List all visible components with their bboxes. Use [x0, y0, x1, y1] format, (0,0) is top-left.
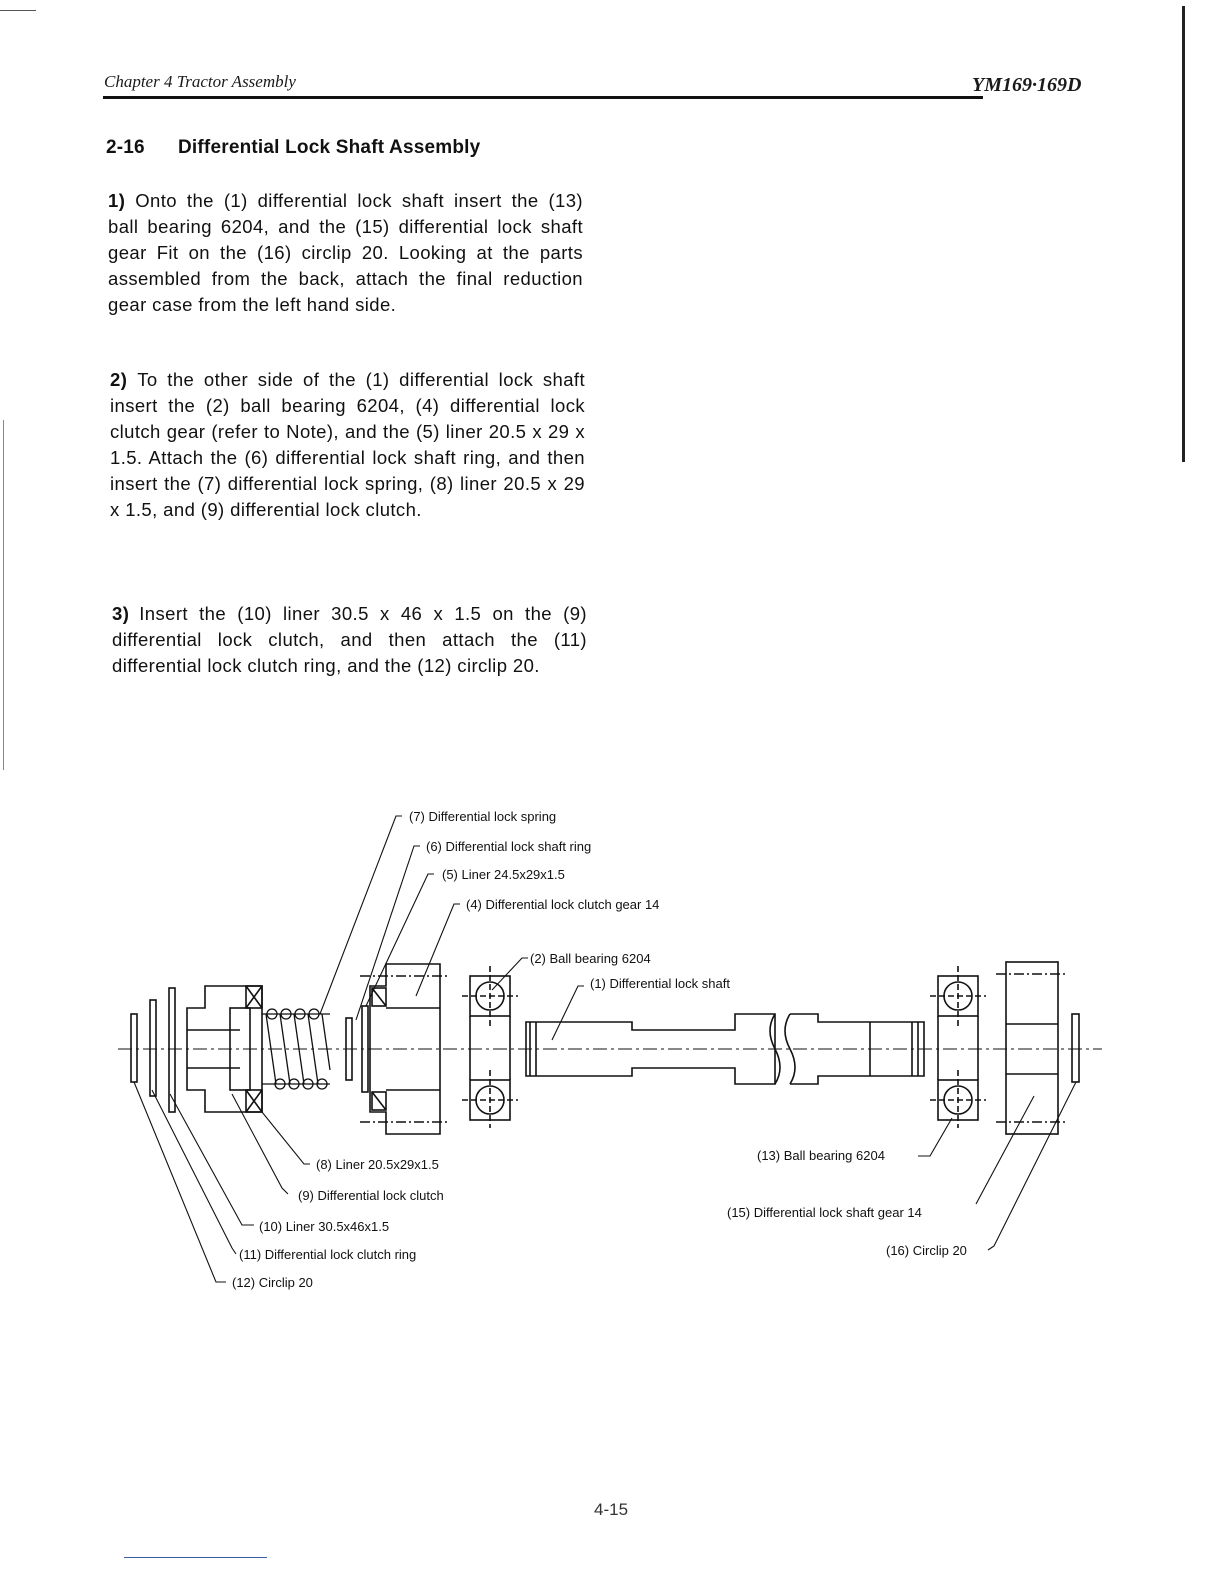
scan-edge-bar	[1182, 6, 1185, 462]
label-1: (1) Differential lock shaft	[590, 976, 730, 991]
label-7: (7) Differential lock spring	[409, 809, 557, 824]
step-text: Insert the (10) liner 30.5 x 46 x 1.5 on the (9) differential lock clutch, and then attach the (11) differential lock clutch ring, and the (12) circlip 20.	[112, 603, 587, 676]
section-title: Differential Lock Shaft Assembly	[178, 137, 481, 158]
step-number: 2)	[110, 369, 128, 390]
step-1	[108, 188, 583, 318]
chapter-header: Chapter 4 Tractor Assembly	[104, 72, 296, 91]
label-13: (13) Ball bearing 6204	[757, 1148, 885, 1163]
assembly-diagram	[0, 790, 1224, 1310]
label-15: (15) Differential lock shaft gear 14	[727, 1205, 922, 1220]
label-16: (16) Circlip 20	[886, 1243, 967, 1258]
section-number: 2-16	[106, 137, 145, 158]
section-heading	[106, 137, 480, 159]
label-8: (8) Liner 20.5x29x1.5	[316, 1157, 439, 1172]
page-number: 4-15	[594, 1500, 629, 1519]
label-5: (5) Liner 24.5x29x1.5	[442, 867, 565, 882]
label-11: (11) Differential lock clutch ring	[239, 1247, 417, 1262]
header-rule	[103, 96, 983, 99]
step-text: To the other side of the (1) differential lock shaft insert the (2) ball bearing 6204, (4) differential lock clutch gear (refer to Note), and the (5) liner 20.5 x 29 x 1.5. Attach the (6) differential lock shaft ring, and then insert the (7) differential lock spring, (8) liner 20.5 x 29 x 1.5, and (9) differential lock clutch.	[110, 369, 585, 520]
step-text: Onto the (1) differential lock shaft insert the (13) ball bearing 6204, and the (15) differential lock shaft gear Fit on the (16) circlip 20. Looking at the parts assembled from the back, attach the final reduction gear case from the left hand side.	[108, 190, 583, 315]
step-number: 3)	[112, 603, 130, 624]
step-2	[110, 367, 585, 523]
step-3	[112, 601, 587, 679]
corner-rule	[0, 10, 36, 11]
label-10: (10) Liner 30.5x46x1.5	[259, 1219, 390, 1234]
scan-edge-mark	[3, 420, 4, 770]
label-9: (9) Differential lock clutch	[298, 1188, 444, 1203]
label-6: (6) Differential lock shaft ring	[426, 839, 592, 854]
footer-rule	[124, 1557, 267, 1558]
label-4: (4) Differential lock clutch gear 14	[466, 897, 660, 912]
label-12: (12) Circlip 20	[232, 1275, 313, 1290]
step-number: 1)	[108, 190, 126, 211]
model-header: YM169·169D	[972, 74, 1082, 96]
label-2: (2) Ball bearing 6204	[530, 951, 651, 966]
